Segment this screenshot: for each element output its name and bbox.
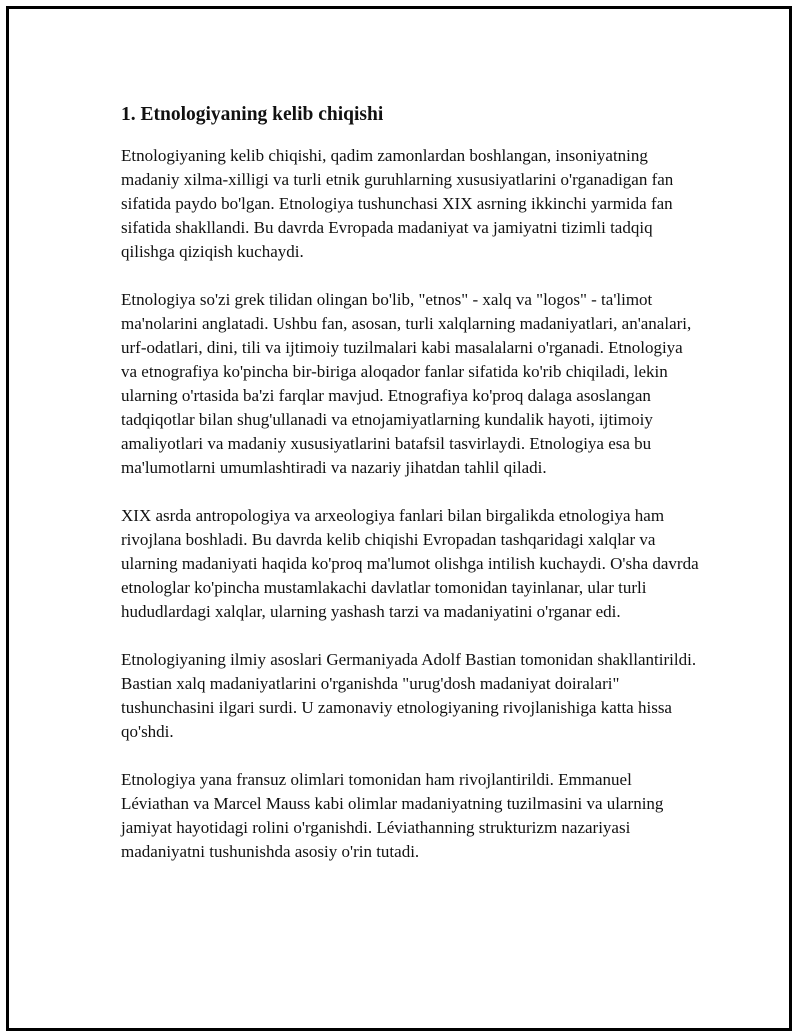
paragraph-4: Etnologiyaning ilmiy asoslari Germaniyada Adolf Bastian tomonidan shakllantirildi. Bastian xalq madaniyatlarini o'rganishda "urug'dosh madaniyat doiralari" tushunchasini ilgari surdi. U zamonaviy etnologiyaning rivojlanishiga katta hissa qo'shdi. [121, 650, 697, 741]
section-heading: 1. Etnologiyaning kelib chiqishi [121, 104, 384, 125]
paragraph-1: Etnologiyaning kelib chiqishi, qadim zamonlardan boshlangan, insoniyatning madaniy xilma-xilligi va turli etnik guruhlarning xususiyatlarini o'rganadigan fan sifatida paydo bo'lgan. Etnologiya tushunchasi XIX asrning ikkinchi yarmida fan sifatida shakllandi. Bu davrda Evropada madaniyat va jamiyatni tizimli tadqiq qilishga qiziqish kuchaydi. [121, 146, 674, 261]
page-frame [6, 6, 792, 1031]
document-body [121, 102, 701, 888]
paragraph-5: Etnologiya yana fransuz olimlari tomonidan ham rivojlantirildi. Emmanuel Léviathan va Marcel Mauss kabi olimlar madaniyatning tuzilmasini va ularning jamiyat hayotidagi rolini o'rganishdi. Léviathanning strukturizm nazariyasi madaniyatni tushunishda asosiy o'rin tutadi. [121, 770, 664, 861]
paragraph-2: Etnologiya so'zi grek tilidan olingan bo'lib, "etnos" - xalq va "logos" - ta'limot ma'nolarini anglatadi. Ushbu fan, asosan, turli xalqlarning madaniyatlari, an'analari, urf-odatlari, dini, tili va ijtimoiy tuzilmalari kabi masalalarni o'rganadi. Etnologiya va etnografiya ko'pincha bir-biriga aloqador fanlar sifatida ko'rib chiqiladi, lekin ularning o'rtasida ba'zi farqlar mavjud. Etnografiya ko'proq dalaga asoslangan tadqiqotlar bilan shug'ullanadi va etnojamiyatlarning kundalik hayoti, ijtimoiy amaliyotlari va madaniy xususiyatlarini batafsil tasvirlaydi. Etnologiya esa bu ma'lumotlarni umumlashtiradi va nazariy jihatdan tahlil qiladi. [121, 290, 692, 477]
paragraph-3: XIX asrda antropologiya va arxeologiya fanlari bilan birgalikda etnologiya ham rivojlana boshladi. Bu davrda kelib chiqishi Evropadan tashqaridagi xalqlar va ularning madaniyati haqida ko'proq ma'lumot olishga intilish kuchaydi. O'sha davrda etnologlar ko'pincha mustamlakachi davlatlar tomonidan tayinlanar, ular turli hududlardagi xalqlar, ularning yashash tarzi va madaniyatini o'rganar edi. [121, 506, 699, 621]
